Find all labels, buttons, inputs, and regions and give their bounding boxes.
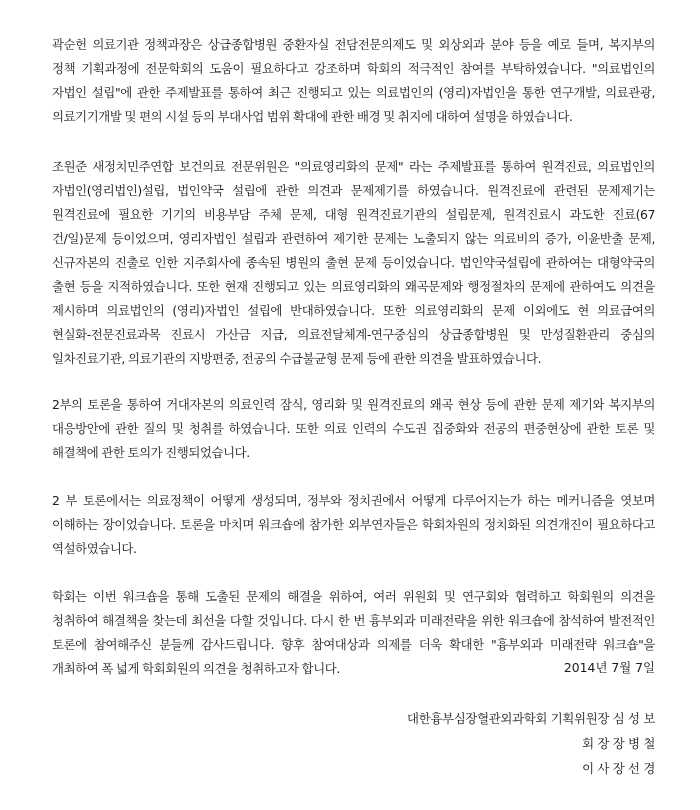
paragraph-3: [52, 393, 655, 465]
paragraph-line: 정책 기획과정에 전문학회의 도움이 필요하다고 강조하며 학회의 적극적인 참여를 부탁하였습니다. "의료법인의: [52, 61, 655, 76]
document-body: [52, 0, 655, 681]
paragraph-line: 일차진료기관, 의료기관의 지방편중, 전공의 수급불균형 문제 등에 관한 의견을 발표하였습니다.: [52, 351, 542, 366]
signature-block: [407, 706, 655, 781]
paragraph-line: 현실화-전문진료과목 진료시 가산금 지급, 의료전달체계-연구중심의 상급종합병원 및 만성질환관리 중심의: [52, 327, 655, 342]
paragraph-line: 청취하여 해결책을 찾는데 최선을 다할 것입니다. 다시 한 번 흉부외과 미래전략을 위한 워크숍에 참석하여 발전적인: [52, 613, 655, 628]
paragraph-line: 의료기기개발 및 편의 시설 등의 부대사업 범위 확대에 관한 배경 및 취지에 대하여 설명을 하였습니다.: [52, 109, 573, 124]
paragraph-line: 토론에 참여해주신 분들께 감사드립니다. 향후 참여대상과 의제를 더욱 확대한 "흉부외과 미래전략 워크숍"을: [52, 637, 655, 652]
paragraph-line: 2 부 토론에서는 의료정책이 어떻게 생성되며, 정부와 정치권에서 어떻게 다루어지는가 하는 메커니즘을 엿보며: [52, 493, 655, 508]
paragraph-line: 건/일)문제 등이었으며, 영리자법인 설립과 관련하여 제기한 문제는 노출되지 않는 의료비의 증가, 이윤반출 문제,: [52, 231, 655, 246]
paragraph-line: 해결책에 관한 토의가 진행되었습니다.: [52, 445, 250, 460]
paragraph-line: 자법인(영리법인)설립, 법인약국 설립에 관한 의견과 문제제기를 하였습니다. 원격진료에 관련된 문제제기는: [52, 183, 655, 198]
paragraph-gap: [52, 561, 655, 585]
paragraph-line: 2부의 토론을 통하여 거대자본의 의료인력 잠식, 영리화 및 원격진료의 왜곡 현상 등에 관한 문제 제기와 복지부의: [52, 397, 655, 412]
paragraph-line: 조원준 새정치민주연합 보건의료 전문위원은 "의료영리화의 문제" 라는 주제발표를 통하여 원격진료, 의료법인의: [52, 159, 655, 174]
paragraph-line: 곽순헌 의료기관 정책과장은 상급종합병원 중환자실 전담전문의제도 및 외상외과 분야 등을 예로 들며, 복지부의: [52, 37, 655, 52]
paragraph-line: 대응방안에 관한 질의 및 청취를 하였습니다. 또한 의료 인력의 수도권 집중화와 전공의 편중현상에 관한 토론 및: [52, 421, 655, 436]
paragraph-2: [52, 155, 655, 371]
paragraph-line: 제시하며 의료법인의 (영리)자법인 설립에 반대하였습니다. 또한 의료영리화의 문제 이외에도 현 의료급여의: [52, 303, 655, 318]
paragraph-line: 원격진료에 필요한 기기의 비용부담 주체 문제, 대형 원격진료기관의 설립문제, 원격진료시 과도한 진료(67: [52, 207, 655, 222]
paragraph-line: 이해하는 장이었습니다. 토론을 마치며 워크숍에 참가한 외부연자들은 학회차원의 정치화된 의견개진이 필요하다고: [52, 517, 655, 532]
paragraph-line: 자법인 설립"에 관한 주제발표를 통하여 최근 진행되고 있는 의료법인의 (영리)자법인을 통한 연구개발, 의료관광,: [52, 85, 655, 100]
paragraph-line: 학회는 이번 워크숍을 통해 도출된 문제의 해결을 위하여, 여러 위원회 및 연구회와 협력하고 학회원의 의견을: [52, 589, 655, 604]
paragraph-gap: [52, 371, 655, 393]
paragraph-line: 개최하여 폭 넓게 학회회원의 의견을 청취하고자 합니다.: [52, 661, 340, 676]
paragraph-line: 역설하였습니다.: [52, 541, 137, 556]
paragraph-1: [52, 33, 655, 129]
signature-board-chair: 이 사 장 선 경: [582, 761, 655, 776]
signature-president: 회 장 장 병 철: [582, 736, 655, 751]
paragraph-line: 출현 등을 지적하였습니다. 또한 현재 진행되고 있는 의료영리화의 왜곡문제와 행정절차의 문제에 관하여도 의견을: [52, 279, 655, 294]
signature-committee-chair: 대한흉부심장혈관외과학회 기획위원장 심 성 보: [407, 711, 655, 726]
paragraph-line: 신규자본의 진출로 인한 지주회사에 종속된 병원의 출현 문제 등이었습니다. 법인약국설립에 관하여는 대형약국의: [52, 255, 655, 270]
paragraph-gap: [52, 465, 655, 489]
document-date: 2014년 7월 7일: [563, 660, 655, 675]
paragraph-4: [52, 489, 655, 561]
paragraph-gap: [52, 129, 655, 155]
